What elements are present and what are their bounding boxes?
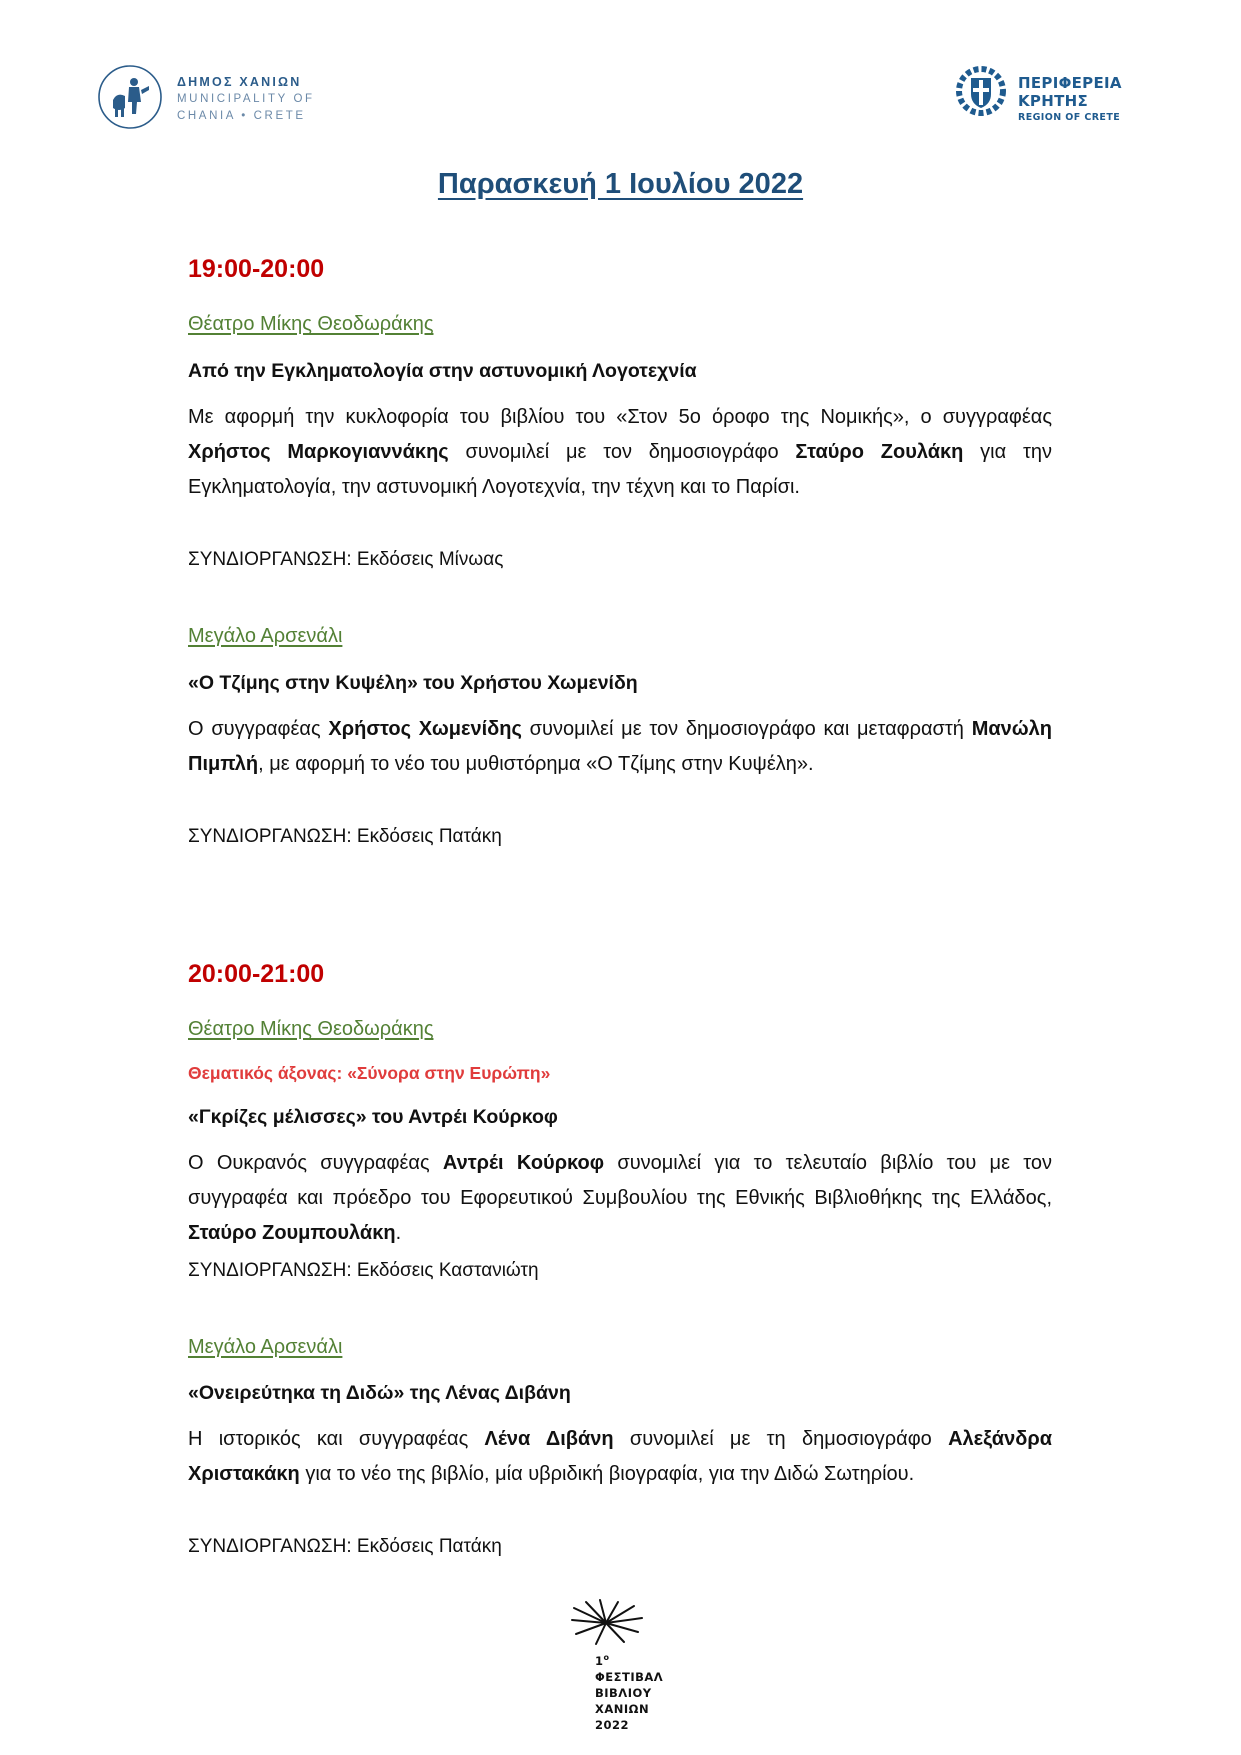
desc-text: , με αφορμή το νέο του μυθιστόρημα «Ο Τζίμης στην Κυψέλη».	[258, 753, 814, 775]
desc-text: για το νέο της βιβλίο, μία υβριδική βιογραφία, για την Διδώ Σωτηρίου.	[299, 1463, 915, 1485]
event-4-description	[188, 1422, 1052, 1492]
event-2-venue: Μεγάλο Αρσενάλι	[188, 625, 343, 647]
event-1-venue: Θέατρο Μίκης Θεοδωράκης	[188, 313, 434, 335]
municipality-name-en-2: CHANIA • CRETE	[177, 110, 306, 122]
event-2-title: «Ο Τζίμης στην Κυψέλη» του Χρήστου Χωμενίδη	[188, 672, 638, 694]
region-text	[1018, 74, 1190, 123]
municipality-text	[177, 74, 315, 125]
municipality-name-en-1: MUNICIPALITY OF	[177, 93, 315, 105]
event-3-description	[188, 1146, 1052, 1251]
desc-text: συνομιλεί για το τελευταίο βιβλίο του με τον συγγραφέα και πρόεδρο του Εφορευτικού Συμβουλίου της Εθνικής Βιβλιοθήκης της Ελλάδος,	[188, 1152, 1052, 1209]
region-name-greek: ΠΕΡΙΦΕΡΕΙΑ ΚΡΗΤΗΣ	[1018, 74, 1122, 110]
event-4-title: «Ονειρεύτηκα τη Διδώ» της Λένας Διβάνη	[188, 1382, 571, 1404]
event-1-title: Από την Εγκληματολογία στην αστυνομική Λογοτεχνία	[188, 360, 697, 382]
festival-edition	[595, 1650, 663, 1669]
desc-text: συνομιλεί με τον δημοσιογράφο	[448, 441, 796, 463]
festival-line-3: ΧΑΝΙΩΝ	[595, 1701, 650, 1716]
region-name-en: REGION OF CRETE	[1018, 112, 1121, 123]
festival-line-4: 2022	[595, 1717, 630, 1732]
moderator-name: Σταύρο Ζουμπουλάκη	[188, 1222, 396, 1244]
author-name: Λένα Διβάνη	[484, 1428, 614, 1450]
festival-text	[595, 1650, 663, 1733]
author-name: Αντρέι Κούρκοφ	[442, 1152, 605, 1174]
starburst-icon	[568, 1598, 648, 1648]
journalist-name: Σταύρο Ζουλάκη	[795, 441, 964, 463]
greek-coat-of-arms-icon	[950, 60, 1012, 122]
event-4-venue: Μεγάλο Αρσενάλι	[188, 1336, 343, 1358]
region-logo	[950, 60, 1190, 126]
author-name: Χρήστος Χωμενίδης	[328, 718, 522, 740]
festival-logo	[568, 1598, 678, 1738]
event-3-venue: Θέατρο Μίκης Θεοδωράκης	[188, 1018, 434, 1040]
desc-text: Η ιστορικός και συγγραφέας	[188, 1428, 485, 1450]
event-3-organizer: ΣΥΝΔΙΟΡΓΑΝΩΣΗ: Εκδόσεις Καστανιώτη	[188, 1260, 539, 1281]
desc-text: Με αφορμή την κυκλοφορία του βιβλίου του «Στον 5ο όροφο της Νομικής», ο συγγραφέας	[188, 406, 1052, 428]
author-name: Χρήστος Μαρκογιαννάκης	[188, 441, 449, 463]
municipality-emblem-icon	[95, 62, 165, 132]
event-1-description	[188, 400, 1052, 505]
edition-number: 1	[595, 1653, 604, 1668]
municipality-name-greek: ΔΗΜΟΣ ΧΑΝΙΩΝ	[177, 75, 302, 89]
journalist-name: Μανώλη Πιμπλή	[188, 718, 1053, 775]
event-1-organizer: ΣΥΝΔΙΟΡΓΑΝΩΣΗ: Εκδόσεις Μίνωας	[188, 549, 504, 570]
desc-text: Ο Ουκρανός συγγραφέας	[188, 1152, 443, 1174]
desc-text: .	[395, 1222, 402, 1244]
event-4-organizer: ΣΥΝΔΙΟΡΓΑΝΩΣΗ: Εκδόσεις Πατάκη	[188, 1536, 502, 1557]
desc-text: συνομιλεί με τη δημοσιογράφο	[613, 1428, 949, 1450]
desc-text: συνομιλεί με τον δημοσιογράφο και μεταφραστή	[521, 718, 972, 740]
page-title: Παρασκευή 1 Ιουλίου 2022	[437, 168, 804, 200]
municipality-logo	[95, 62, 315, 128]
journalist-name: Αλεξάνδρα Χριστακάκη	[188, 1428, 1053, 1485]
desc-text: Ο συγγραφέας	[188, 718, 329, 740]
event-2-organizer: ΣΥΝΔΙΟΡΓΑΝΩΣΗ: Εκδόσεις Πατάκη	[188, 826, 502, 847]
edition-suffix: ο	[603, 1653, 610, 1662]
event-2-description	[188, 712, 1052, 782]
festival-line-1: ΦΕΣΤΙΒΑΛ	[595, 1669, 664, 1684]
festival-line-2: ΒΙΒΛΙΟΥ	[595, 1685, 652, 1700]
desc-text: για την Εγκληματολογία, την αστυνομική Λογοτεχνία, την τέχνη και το Παρίσι.	[188, 441, 1052, 498]
time-slot-2: 20:00-21:00	[188, 960, 325, 988]
event-3-title: «Γκρίζες μέλισσες» του Αντρέι Κούρκοφ	[188, 1106, 558, 1128]
event-3-theme: Θεματικός άξονας: «Σύνορα στην Ευρώπη»	[188, 1063, 551, 1083]
time-slot-1: 19:00-20:00	[188, 255, 325, 283]
